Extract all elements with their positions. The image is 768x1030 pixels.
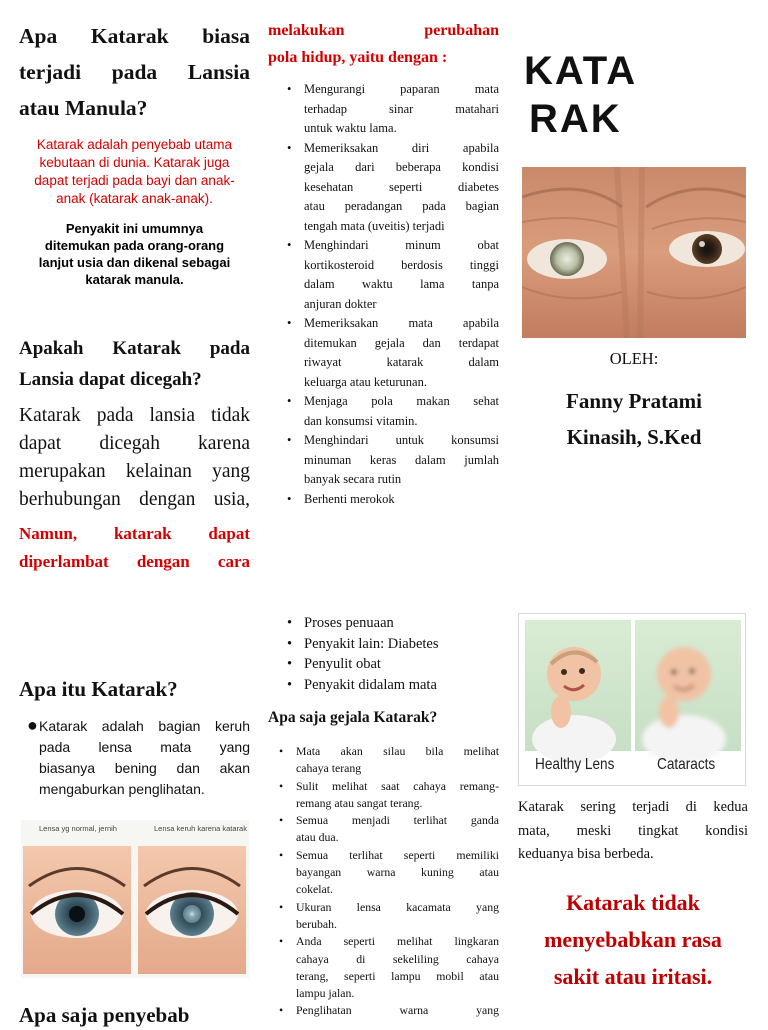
red-intro-text: Katarak adalah penyebab utama kebutaan di dunia. Katarak juga dapat terjadi pada bayi dan anak- anak (katarak anak-anak).: [34, 137, 235, 206]
bullet-icon: ●: [27, 715, 38, 735]
cataract-eyes-photo: [522, 167, 746, 338]
list-item: • Memeriksakan mata apabila ditemukan gejala dan terdapat riwayat katarak dalam keluarga atau keturunan.: [304, 314, 499, 392]
causes-list: [304, 613, 504, 695]
list-item: • Memeriksakan diri apabila gejala dari beberapa kondisi kesehatan seperti diabetes atau peradangan pada bagian tengah mata (uveitis) terjadi: [304, 139, 499, 237]
heading-lansia: Apa Katarak biasa terjadi pada Lansia atau Manula?: [19, 24, 250, 120]
no-pain-callout: Katarak tidak menyebabkan rasa sakit atau iritasi.: [544, 890, 722, 989]
list-item: • Semua terlihat seperti memiliki bayangan warna kuning atau cokelat.: [296, 847, 499, 899]
list-item: • Anda seperti melihat lingkaran cahaya di sekeliling cahaya terang, seperti lampu mobil atau lampu jalan.: [296, 933, 499, 1002]
baby-comparison-image: [518, 613, 746, 786]
list-item: • Berhenti merokok: [304, 490, 499, 510]
heading-symptoms: Apa saja gejala Katarak?: [268, 709, 438, 726]
healthy-lens-label: Healthy Lens: [535, 756, 615, 773]
list-item: • Semua menjadi terlihat ganda atau dua.: [296, 812, 499, 847]
list-item: • Penyulit obat: [304, 654, 504, 675]
bold-intro-text: Penyakit ini umumnya ditemukan pada orang-orang lanjut usia dan dikenal sebagai katarak manula.: [38, 221, 231, 287]
definition-bullet: ● Katarak adalah bagian keruh pada lensa mata yang biasanya bening dan akan mengaburkan penglihatan.: [27, 715, 250, 797]
cataract-eyes-illustration: [522, 167, 746, 338]
list-item: • Menjaga pola makan sehat dan konsumsi vitamin.: [304, 392, 499, 431]
cloudy-lens-label: Lensa keruh karena katarak: [154, 824, 247, 833]
eye-comparison-illustration: [21, 846, 249, 976]
oleh-label: OLEH:: [609, 349, 659, 368]
red-bold-text: Namun, katarak dapat diperlambat dengan cara: [19, 524, 250, 571]
list-item: • Menghindari untuk konsumsi minuman keras dalam jumlah banyak secara rutin: [304, 431, 499, 490]
author-name: Fanny Pratami Kinasih, S.Ked: [566, 389, 702, 449]
list-item: • Penglihatan warna yang: [296, 1002, 499, 1019]
list-item: • Proses penuaan: [304, 613, 504, 634]
heading-causes: Apa saja penyebab: [19, 1003, 190, 1027]
list-item: • Menghindari minum obat kortikosteroid berdosis tinggi dalam waktu lama tanpa anjuran dokter: [304, 236, 499, 314]
heading-prevention: Apakah Katarak pada Lansia dapat dicegah?: [19, 338, 250, 390]
cover-title: KATA RAK: [524, 49, 638, 141]
symptoms-list: [296, 743, 499, 1020]
list-item: • Ukuran lensa kacamata yang berubah.: [296, 899, 499, 934]
lens-comparison-image: [21, 820, 249, 978]
both-eyes-text: Katarak sering terjadi di kedua mata, meski tingkat kondisi keduanya bisa berbeda.: [518, 799, 748, 862]
cataracts-label: Cataracts: [657, 756, 716, 773]
list-item: • Penyakit lain: Diabetes: [304, 634, 504, 655]
list-item: • Sulit melihat saat cahaya remang- remang atau sangat terang.: [296, 778, 499, 813]
prevention-list: [304, 80, 499, 509]
list-item: • Mengurangi paparan mata terhadap sinar matahari untuk waktu lama.: [304, 80, 499, 139]
heading-what-is: Apa itu Katarak?: [19, 677, 178, 701]
lifestyle-intro: melakukan perubahan pola hidup, yaitu dengan :: [268, 22, 499, 66]
list-item: • Penyakit didalam mata: [304, 675, 504, 696]
prevention-body: Katarak pada lansia tidak dapat dicegah karena merupakan kelainan yang berhubungan dengan usia,: [19, 405, 250, 510]
normal-lens-label: Lensa yg normal, jernih: [39, 824, 117, 833]
list-item: • Mata akan silau bila melihat cahaya terang: [296, 743, 499, 778]
